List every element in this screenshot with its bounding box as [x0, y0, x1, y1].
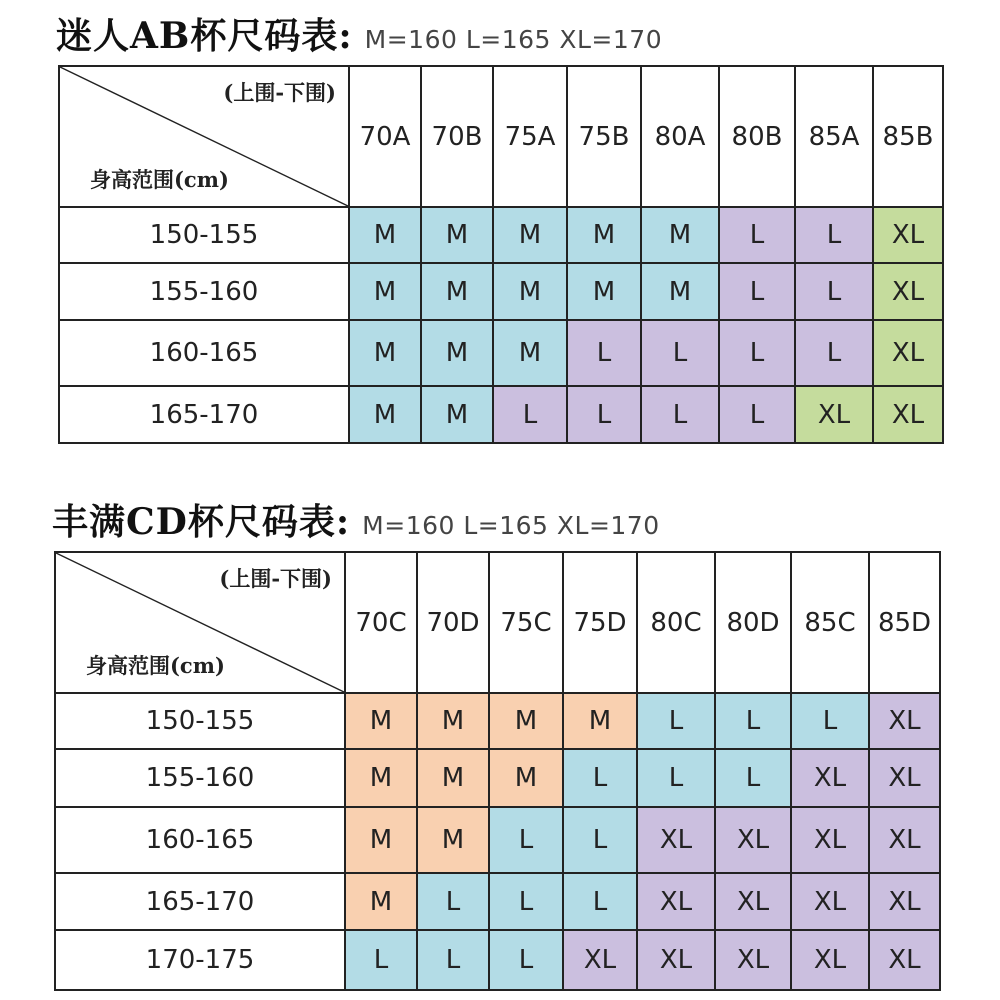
table-row: [55, 693, 940, 749]
size-cell: L: [637, 693, 715, 749]
column-header: 85A: [795, 66, 873, 207]
cd-corner-height-label: 身高范围(cm): [86, 653, 225, 678]
size-cell: XL: [873, 263, 943, 320]
size-cell: XL: [869, 930, 940, 990]
table-row: [55, 807, 940, 873]
size-cell: XL: [869, 873, 940, 930]
size-cell: L: [417, 873, 489, 930]
size-cell: XL: [637, 930, 715, 990]
size-cell: M: [567, 263, 641, 320]
ab-chart-title: 迷人AB杯尺码表:: [56, 15, 353, 57]
height-range-label: 150-155: [55, 693, 345, 749]
size-cell: XL: [795, 386, 873, 443]
size-cell: M: [345, 807, 417, 873]
size-cell: M: [345, 873, 417, 930]
size-cell: L: [791, 693, 869, 749]
size-cell: XL: [715, 873, 791, 930]
size-cell: L: [719, 320, 795, 386]
ab-corner-height-label: 身高范围(cm): [90, 167, 229, 192]
height-range-label: 160-165: [55, 807, 345, 873]
height-range-label: 165-170: [55, 873, 345, 930]
table-row: [59, 386, 943, 443]
size-cell: L: [719, 207, 795, 263]
size-cell: M: [345, 749, 417, 807]
table-row: [55, 749, 940, 807]
size-cell: XL: [715, 930, 791, 990]
column-header: 70D: [417, 552, 489, 693]
size-cell: L: [641, 320, 719, 386]
cd-chart-heading: [52, 494, 660, 545]
size-cell: XL: [869, 807, 940, 873]
ab-header-row: [59, 66, 943, 207]
column-header: 75A: [493, 66, 567, 207]
table-row: [55, 873, 940, 930]
size-cell: M: [489, 749, 563, 807]
size-cell: L: [417, 930, 489, 990]
size-cell: L: [641, 386, 719, 443]
size-cell: L: [567, 386, 641, 443]
cd-size-table: [54, 551, 941, 991]
size-cell: L: [493, 386, 567, 443]
size-cell: XL: [637, 873, 715, 930]
size-cell: XL: [869, 693, 940, 749]
size-cell: XL: [873, 207, 943, 263]
height-range-label: 160-165: [59, 320, 349, 386]
size-cell: XL: [715, 807, 791, 873]
column-header: 80A: [641, 66, 719, 207]
size-cell: M: [417, 807, 489, 873]
column-header: 85C: [791, 552, 869, 693]
size-cell: M: [421, 207, 493, 263]
ab-corner-cell: [59, 66, 349, 207]
size-cell: M: [563, 693, 637, 749]
size-cell: L: [567, 320, 641, 386]
size-cell: M: [417, 749, 489, 807]
column-header: 75B: [567, 66, 641, 207]
column-header: 75C: [489, 552, 563, 693]
ab-chart-heading: [56, 8, 662, 59]
size-cell: L: [345, 930, 417, 990]
size-cell: XL: [791, 930, 869, 990]
size-cell: XL: [791, 807, 869, 873]
size-cell: L: [719, 386, 795, 443]
size-cell: XL: [637, 807, 715, 873]
size-cell: L: [637, 749, 715, 807]
size-cell: M: [567, 207, 641, 263]
height-range-label: 155-160: [55, 749, 345, 807]
height-range-label: 150-155: [59, 207, 349, 263]
size-cell: L: [795, 320, 873, 386]
cd-chart-title: 丰满CD杯尺码表:: [52, 501, 351, 543]
column-header: 70C: [345, 552, 417, 693]
height-range-label: 155-160: [59, 263, 349, 320]
column-header: 75D: [563, 552, 637, 693]
size-cell: XL: [791, 873, 869, 930]
size-cell: L: [489, 873, 563, 930]
column-header: 80C: [637, 552, 715, 693]
size-cell: M: [641, 263, 719, 320]
column-header: 70A: [349, 66, 421, 207]
column-header: 70B: [421, 66, 493, 207]
size-cell: XL: [873, 320, 943, 386]
size-cell: L: [489, 807, 563, 873]
table-row: [55, 930, 940, 990]
size-cell: M: [641, 207, 719, 263]
cd-chart-size-legend: M=160 L=165 XL=170: [362, 511, 660, 540]
size-cell: M: [349, 386, 421, 443]
size-cell: M: [489, 693, 563, 749]
size-cell: XL: [873, 386, 943, 443]
size-cell: M: [421, 320, 493, 386]
size-cell: M: [421, 386, 493, 443]
cd-corner-cell: [55, 552, 345, 693]
size-cell: XL: [869, 749, 940, 807]
size-cell: M: [349, 207, 421, 263]
size-cell: M: [417, 693, 489, 749]
height-range-label: 170-175: [55, 930, 345, 990]
size-cell: XL: [563, 930, 637, 990]
size-cell: L: [563, 749, 637, 807]
column-header: 80B: [719, 66, 795, 207]
ab-size-table: [58, 65, 944, 444]
ab-chart-size-legend: M=160 L=165 XL=170: [364, 25, 663, 54]
ab-corner-bust-label: (上围-下围): [223, 80, 336, 105]
size-cell: L: [715, 693, 791, 749]
column-header: 85D: [869, 552, 940, 693]
column-header: 85B: [873, 66, 943, 207]
size-cell: L: [563, 807, 637, 873]
table-row: [59, 263, 943, 320]
column-header: 80D: [715, 552, 791, 693]
size-cell: L: [489, 930, 563, 990]
size-cell: L: [715, 749, 791, 807]
table-row: [59, 207, 943, 263]
size-cell: L: [563, 873, 637, 930]
size-cell: L: [719, 263, 795, 320]
cd-header-row: [55, 552, 940, 693]
size-cell: M: [493, 320, 567, 386]
size-cell: L: [795, 207, 873, 263]
size-cell: M: [349, 320, 421, 386]
size-cell: L: [795, 263, 873, 320]
size-cell: XL: [791, 749, 869, 807]
size-cell: M: [493, 263, 567, 320]
size-cell: M: [421, 263, 493, 320]
cd-corner-bust-label: (上围-下围): [219, 566, 332, 591]
table-row: [59, 320, 943, 386]
size-cell: M: [493, 207, 567, 263]
height-range-label: 165-170: [59, 386, 349, 443]
size-cell: M: [345, 693, 417, 749]
size-cell: M: [349, 263, 421, 320]
